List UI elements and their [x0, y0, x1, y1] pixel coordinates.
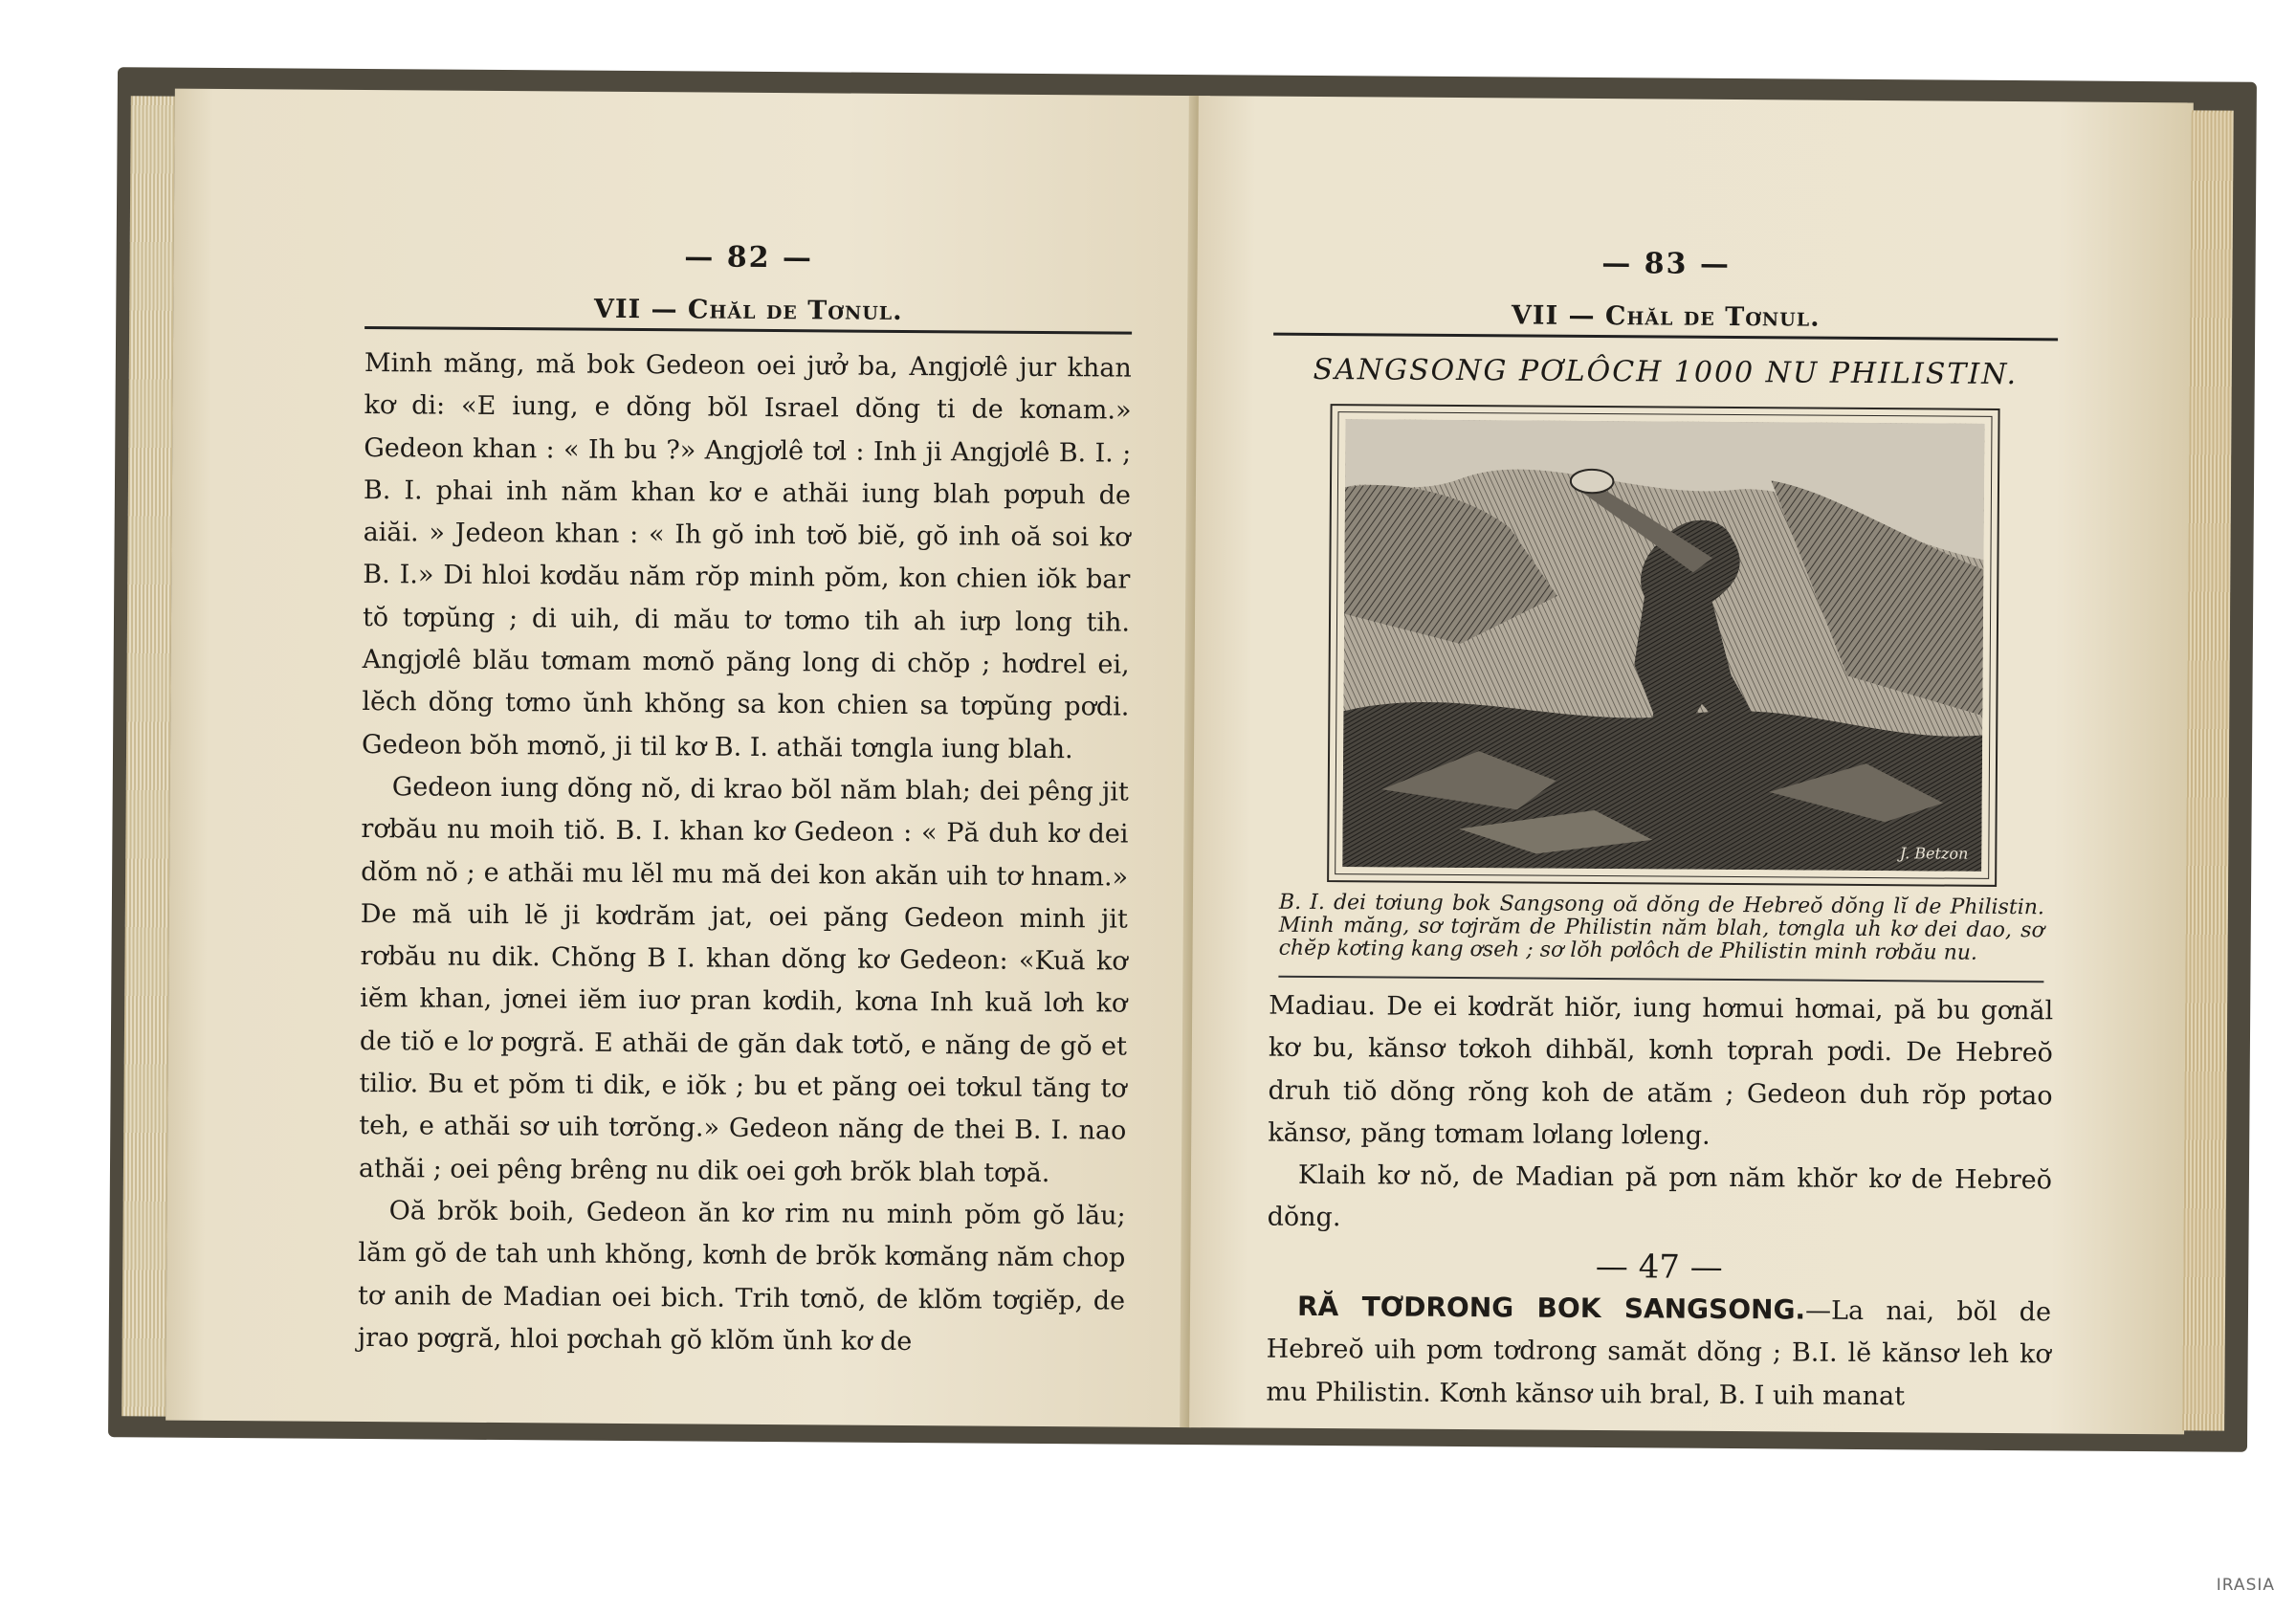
- engraving-illustration: [1342, 419, 1984, 872]
- illustration-signature: J. Betzon: [1899, 844, 1969, 863]
- illustration-caption: B. I. dei tơiung bok Sangsong oă dŏng de Hebreŏ dŏng lĭ de Philistin. Minh măng, sơ tơjrăm de Philistin năm blah, tơngla uh kơ dei dao, sơ chĕp kơting kang ơseh ; sơ lŏh pơlôch de Philistin minh rơbău nu.: [1278, 892, 2044, 983]
- page-number-left: — 82 —: [684, 240, 814, 276]
- illustration-frame: [1327, 404, 1999, 887]
- paragraph: Oă brŏk boih, Gedeon ăn kơ rim nu minh pŏm gŏ lău; lăm gŏ de tah unh khŏng, kơnh de brŏk kơmăng năm chop tơ anih de Madian oei bich. Trih tơnŏ, de klŏm tơgiĕp, de jrao pơgră, hloi pơchah gŏ klŏm ŭnh kơ de: [357, 1196, 1126, 1357]
- section-title: SANGSONG PƠLÔCH 1000 NU PHILISTIN.: [1313, 352, 2019, 392]
- paragraph: Madiau. De ei kơdrăt hiŏr, iung hơmui hơmai, pă bu gơnăl kơ bu, kănsơ tơkoh dihbăl, kơnh tơprah pơdi. De Hebreŏ druh tiŏ dŏng rŏng koh de atăm ; Gedeon duh rŏp pơtao kănsơ, păng tơmam lơlang lơleng.: [1268, 990, 2054, 1151]
- paragraph: Gedeon iung dŏng nŏ, di krao bŏl năm blah; dei pêng jit rơbău nu moih tiŏ. B. I. khan kơ Gedeon : « Pă duh kơ dei dŏm nŏ ; e athăi mu lĕl mu mă dei kon akăn uih tơ hnam.» De mă uih lĕ ji kơdrăm jat, oei păng Gedeon minh jit rơbău nu dik. Chŏng B I. khan dŏng kơ Gedeon: «Kuă kơ iĕm khan, jơnei iĕm iuơ pran kơdih, kơna Inh kuă lơh kơ de tiŏ e lơ pơgră. E athăi de găn dak tơtŏ, e năng de gŏ et tiliơ. Bu et pŏm ti dik, e iŏk ; bu et păng oei tơkul tăng tơ teh, e athăi sơ uih tơrŏng.» Gedeon năng de thei B. I. nao athăi ; oei pêng brêng nu dik oei gơh brŏk blah tơpă.: [358, 772, 1129, 1188]
- left-page-text: [358, 342, 1132, 1365]
- paragraph-text: —La nai, bŏl de Hebreŏ uih pơm tơdrong samăt dŏng ; B.I. lĕ kănsơ leh kơ mu Philistin. Kơnh kănsơ uih bral, B. I uih manat: [1266, 1295, 2052, 1411]
- paragraph: Klaih kơ nŏ, de Madian pă pơn năm khŏr kơ de Hebreŏ dŏng.: [1267, 1160, 2053, 1233]
- right-page-text: [1266, 985, 2053, 1420]
- page-edges-right: [2182, 110, 2234, 1430]
- right-page: [1189, 96, 2194, 1434]
- watermark: IRASIA: [2216, 1576, 2275, 1595]
- paragraph: Minh măng, mă bok Gedeon oei jưở ba, Angjơlê jur khan kơ di: «E iung, e dŏng bŏl Israel dŏng ti de kơnam.» Gedeon khan : « Ih bu ?» Angjơlê tơl : Inh ji Angjơlê B. I. ; B. I. phai inh năm khan kơ e athăi iung blah pơpuh de aiăi. » Jedeon khan : « Ih gŏ inh tơŏ biĕ, gŏ inh oă soi kơ B. I.» Di hloi kơdău năm rŏp minh pŏm, kon chien iŏk bar tŏ tơpŭng ; di uih, di mău tơ tơmo tih ah iưp long tih. Angjơlê blău tơmam mơnŏ păng long di chŏp ; hơdrel ei, lĕch dŏng tơmo ŭnh khŏng sa kon chien sa tơpŭng pơdi. Gedeon bŏh mơnŏ, ji til kơ B. I. athăi tơngla iung blah.: [361, 348, 1132, 764]
- paragraph-with-heading: [1266, 1286, 2051, 1420]
- running-head-right: VII — Chăl de Tơnul.: [1273, 299, 2058, 342]
- page-number-right: — 83 —: [1601, 247, 1732, 281]
- section-heading: RĂ TƠDRONG BOK SANGSONG.: [1296, 1290, 1806, 1326]
- running-head-left: VII — Chăl de Tơnul.: [364, 293, 1132, 335]
- open-book: [108, 67, 2257, 1452]
- left-page: [166, 89, 1201, 1427]
- chapter-number: — 47 —: [1595, 1247, 1723, 1287]
